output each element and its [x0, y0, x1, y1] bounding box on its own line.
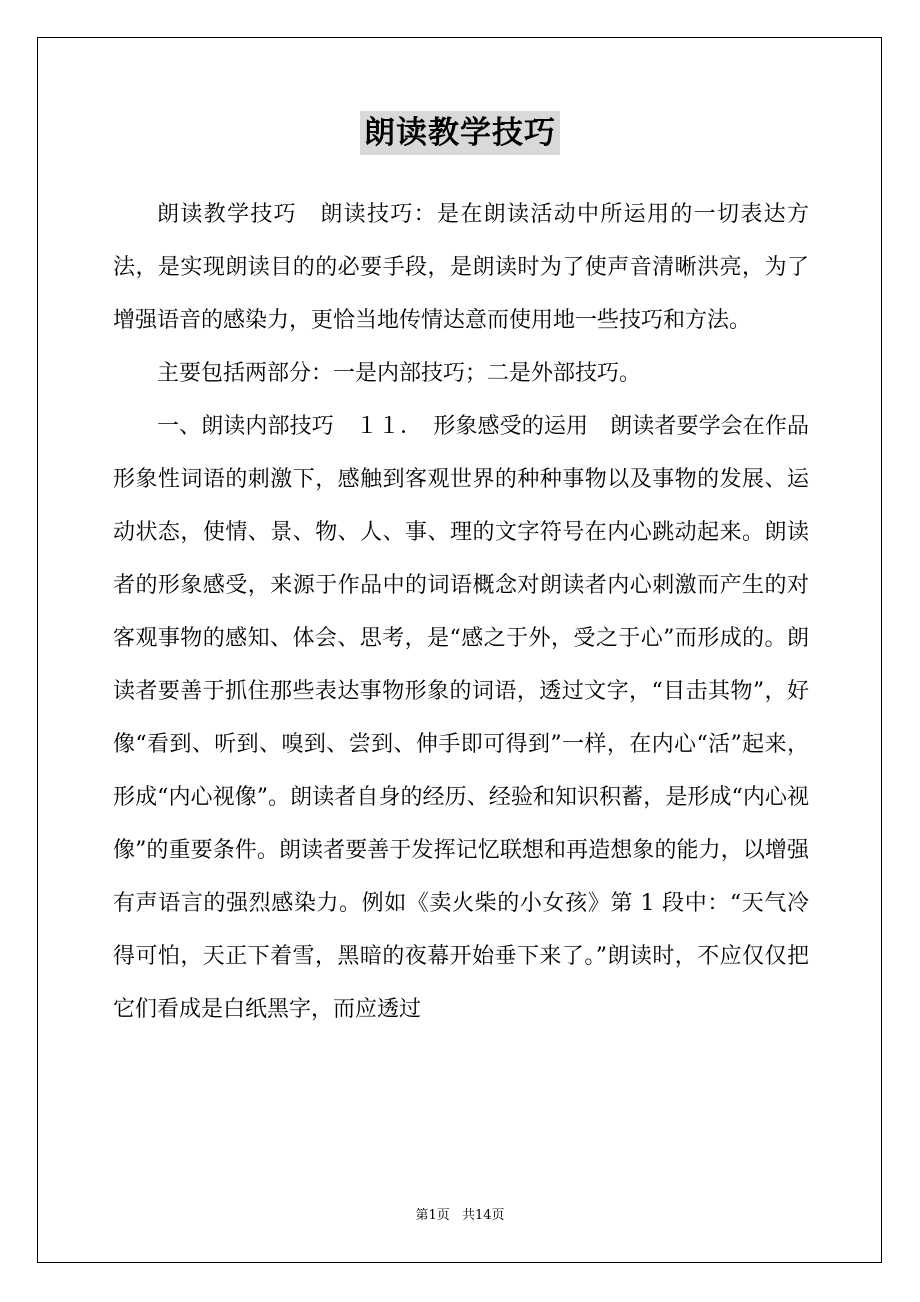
- title-container: [0, 111, 920, 155]
- document-body: [113, 188, 809, 1036]
- paragraph-intro: 朗读教学技巧 朗读技巧：是在朗读活动中所运用的一切表达方法，是实现朗读目的的必要手段，是朗读时为了使声音清晰洪亮，为了增强语音的感染力，更恰当地传情达意而使用地一些技巧和方法。: [113, 202, 809, 333]
- page-footer: [0, 1206, 920, 1226]
- document-title: 朗读教学技巧: [360, 111, 560, 155]
- page-total: 共14页: [461, 1208, 505, 1223]
- paragraph-internal-techniques: 一、朗读内部技巧 １１． 形象感受的运用 朗读者要学会在作品形象性词语的刺激下，感触到客观世界的种种事物以及事物的发展、运动状态，使情、景、物、人、事、理的文字符号在内心跳动起来。朗读者的形象感受，来源于作品中的词语概念对朗读者内心刺激而产生的对客观事物的感知、体会、思考，是“感之于外，受之于心”而形成的。朗读者要善于抓住那些表达事物形象的词语，透过文字，“目击其物”，好像“看到、听到、嗅到、尝到、伸手即可得到”一样，在内心“活”起来，形成“内心视像”。朗读者自身的经历、经验和知识积蓄，是形成“内心视像”的重要条件。朗读者要善于发挥记忆联想和再造想象的能力，以增强有声语言的强烈感染力。例如《卖火柴的小女孩》第 1 段中：“天气冷得可怕，天正下着雪，黑暗的夜幕开始垂下来了。”朗读时，不应仅仅把它们看成是白纸黑字，而应透过: [113, 414, 809, 1022]
- paragraph-summary: 主要包括两部分：一是内部技巧；二是外部技巧。: [157, 361, 642, 386]
- page-number: 第1页: [415, 1208, 450, 1223]
